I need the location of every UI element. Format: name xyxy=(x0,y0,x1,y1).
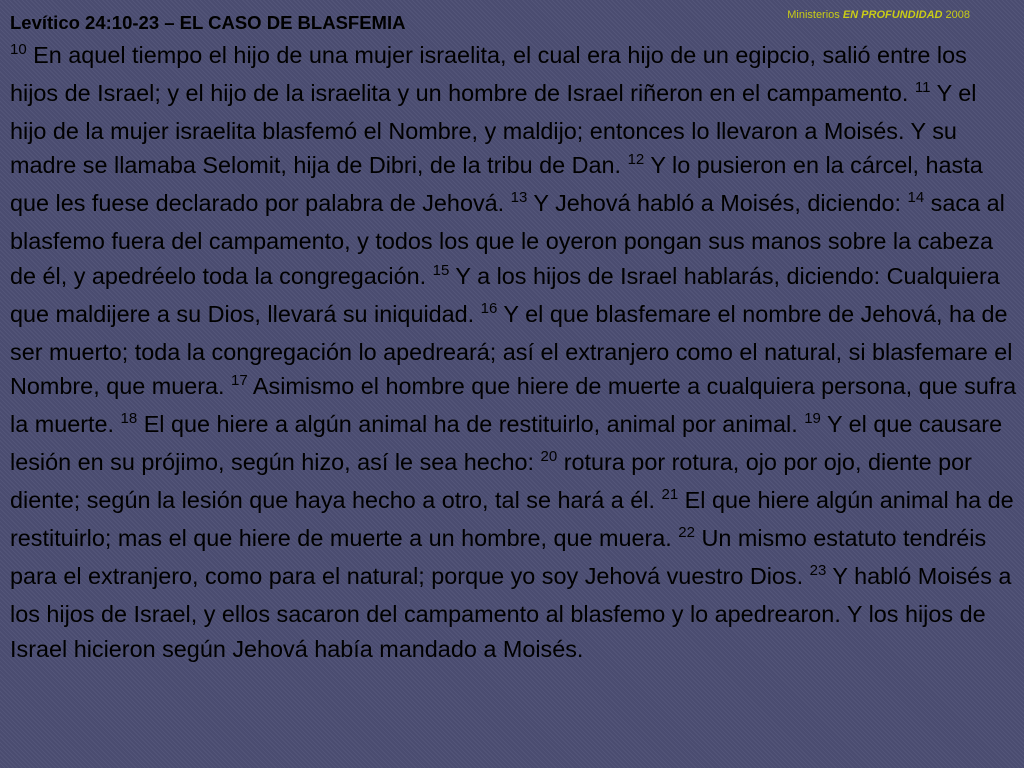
verse-text-21: El que hiere algún animal ha de restituirlo; mas el que hiere de muerte a un hombre, que muera. xyxy=(10,487,1014,552)
verse-text-14: saca al blasfemo fuera del campamento, y todos los que le oyeron pongan sus manos sobre la cabeza de él, y apedréelo toda la congregación. xyxy=(10,190,1005,289)
verse-number-12: 12 xyxy=(627,151,645,169)
scripture-passage xyxy=(10,38,1018,666)
watermark-brand: EN PROFUNDIDAD xyxy=(842,9,943,21)
verse-text-18: El que hiere a algún animal ha de restituirlo, animal por animal. xyxy=(137,410,805,437)
verse-number-14: 14 xyxy=(907,189,925,207)
verse-text-13: Y Jehová habló a Moisés, diciendo: xyxy=(527,190,908,217)
verse-number-10: 10 xyxy=(10,41,27,58)
slide-title: Levítico 24:10-23 – EL CASO DE BLASFEMIA xyxy=(10,12,406,33)
verse-number-19: 19 xyxy=(804,409,821,427)
verse-text-10: En aquel tiempo el hijo de una mujer israelita, el cual era hijo de un egipcio, salió entre los hijos de Israel; y el hijo de la israelita y un hombre de Israel riñeron en el campamento. xyxy=(10,42,967,107)
verse-text-20: rotura por rotura, ojo por ojo, diente por diente; según la lesión que haya hecho a otro, tal se hará a él. xyxy=(10,449,972,514)
verse-text-11: Y el hijo de la mujer israelita blasfemó el Nombre, y maldijo; entonces lo llevaron a Moisés. Y su madre se llamaba Selomit, hija de Dibri, de la tribu de Dan. xyxy=(10,80,977,179)
verse-number-21: 21 xyxy=(661,486,679,504)
verse-text-19: Y el que causare lesión en su prójimo, según hizo, así le sea hecho: xyxy=(10,410,1003,476)
watermark-prefix: Ministerios xyxy=(787,9,843,21)
watermark xyxy=(787,9,970,21)
verse-text-15: Y a los hijos de Israel hablarás, diciendo: Cualquiera que maldijere a su Dios, llevará su iniquidad. xyxy=(10,262,1000,327)
verse-text-12: Y lo pusieron en la cárcel, hasta que les fuese declarado por palabra de Jehová. xyxy=(10,152,983,217)
verse-number-15: 15 xyxy=(432,261,450,279)
verse-number-16: 16 xyxy=(480,299,498,317)
verse-number-18: 18 xyxy=(120,409,138,427)
verse-text-22: Un mismo estatuto tendréis para el extranjero, como para el natural; porque yo soy Jehová vuestro Dios. xyxy=(10,525,987,590)
verse-text-17: Asimismo el hombre que hiere de muerte a cualquiera persona, que sufra la muerte. xyxy=(10,372,1017,437)
verse-number-22: 22 xyxy=(678,524,695,542)
verse-text-16: Y el que blasfemare el nombre de Jehová, ha de ser muerto; toda la congregación lo apedreará; así el extranjero como el natural, si blasfemare el Nombre, que muera. xyxy=(10,300,1013,399)
watermark-suffix: 2008 xyxy=(942,9,970,21)
verse-number-23: 23 xyxy=(809,562,827,580)
verse-number-13: 13 xyxy=(510,189,528,207)
verse-number-17: 17 xyxy=(231,371,248,389)
verse-text-23: Y habló Moisés a los hijos de Israel, y ellos sacaron del campamento al blasfemo y lo apedrearon. Y los hijos de Israel hicieron según Jehová había mandado a Moisés. xyxy=(10,563,1012,662)
verse-number-20: 20 xyxy=(540,448,558,466)
verse-number-11: 11 xyxy=(914,79,931,97)
